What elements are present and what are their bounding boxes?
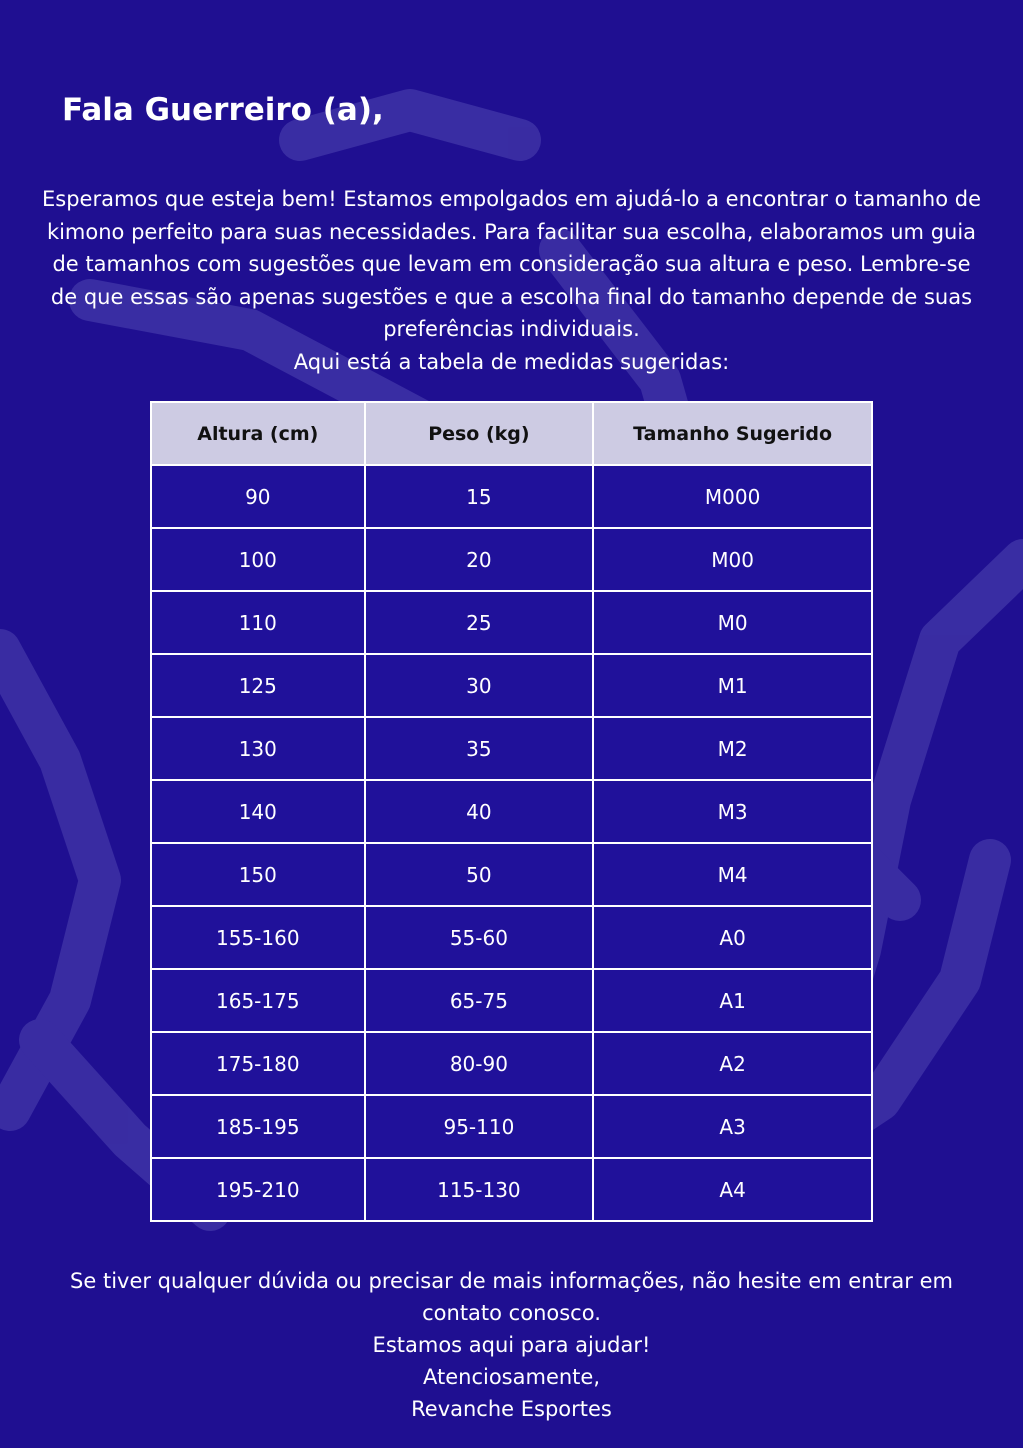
company-name: Revanche Esportes xyxy=(411,1397,612,1421)
cell-altura: 140 xyxy=(151,780,365,843)
cell-altura: 125 xyxy=(151,654,365,717)
table-row xyxy=(151,1095,872,1158)
table-row xyxy=(151,654,872,717)
table-row xyxy=(151,528,872,591)
cell-altura: 155-160 xyxy=(151,906,365,969)
contact-paragraph: Se tiver qualquer dúvida ou precisar de mais informações, não hesite em entrar em contato conosco. xyxy=(70,1269,953,1325)
cell-altura: 195-210 xyxy=(151,1158,365,1221)
cell-peso: 50 xyxy=(365,843,594,906)
cell-tamanho: M3 xyxy=(593,780,872,843)
cell-peso: 30 xyxy=(365,654,594,717)
table-row xyxy=(151,1158,872,1221)
cell-peso: 40 xyxy=(365,780,594,843)
cell-tamanho: A2 xyxy=(593,1032,872,1095)
cell-peso: 20 xyxy=(365,528,594,591)
table-row xyxy=(151,717,872,780)
cell-peso: 115-130 xyxy=(365,1158,594,1221)
cell-altura: 130 xyxy=(151,717,365,780)
table-intro-line: Aqui está a tabela de medidas sugeridas: xyxy=(293,349,730,374)
header-peso: Peso (kg) xyxy=(365,402,594,465)
cell-altura: 150 xyxy=(151,843,365,906)
closing-text xyxy=(30,1265,993,1425)
cell-altura: 110 xyxy=(151,591,365,654)
cell-peso: 80-90 xyxy=(365,1032,594,1095)
cell-tamanho: A1 xyxy=(593,969,872,1032)
intro-paragraph: Esperamos que esteja bem! Estamos empolgados em ajudá-lo a encontrar o tamanho de kimono perfeito para suas necessidades. Para facilitar sua escolha, elaboramos um guia de tamanhos com sugestões que levam em consideração sua altura e peso. Lembre-se de que essas são apenas sugestões e que a escolha final do tamanho depende de suas preferências individuais. xyxy=(42,187,981,341)
cell-altura: 100 xyxy=(151,528,365,591)
cell-peso: 15 xyxy=(365,465,594,528)
cell-tamanho: M0 xyxy=(593,591,872,654)
cell-tamanho: M000 xyxy=(593,465,872,528)
cell-tamanho: A4 xyxy=(593,1158,872,1221)
greeting-heading: Fala Guerreiro (a), xyxy=(62,92,384,128)
cell-tamanho: M2 xyxy=(593,717,872,780)
cell-peso: 95-110 xyxy=(365,1095,594,1158)
cell-altura: 165-175 xyxy=(151,969,365,1032)
table-row xyxy=(151,1032,872,1095)
cell-tamanho: M00 xyxy=(593,528,872,591)
signoff-line: Atenciosamente, xyxy=(422,1365,600,1389)
table-row xyxy=(151,591,872,654)
table-row xyxy=(151,843,872,906)
table-row xyxy=(151,780,872,843)
table-row xyxy=(151,969,872,1032)
table-row xyxy=(151,906,872,969)
cell-altura: 90 xyxy=(151,465,365,528)
table-header-row xyxy=(151,402,872,465)
intro-text xyxy=(40,183,983,378)
cell-altura: 175-180 xyxy=(151,1032,365,1095)
cell-tamanho: A3 xyxy=(593,1095,872,1158)
cell-tamanho: M4 xyxy=(593,843,872,906)
cell-tamanho: A0 xyxy=(593,906,872,969)
header-altura: Altura (cm) xyxy=(151,402,365,465)
cell-tamanho: M1 xyxy=(593,654,872,717)
table-row xyxy=(151,465,872,528)
cell-peso: 65-75 xyxy=(365,969,594,1032)
help-line: Estamos aqui para ajudar! xyxy=(372,1333,651,1357)
cell-peso: 35 xyxy=(365,717,594,780)
size-table xyxy=(150,401,873,1222)
cell-peso: 25 xyxy=(365,591,594,654)
cell-altura: 185-195 xyxy=(151,1095,365,1158)
header-tamanho: Tamanho Sugerido xyxy=(593,402,872,465)
cell-peso: 55-60 xyxy=(365,906,594,969)
